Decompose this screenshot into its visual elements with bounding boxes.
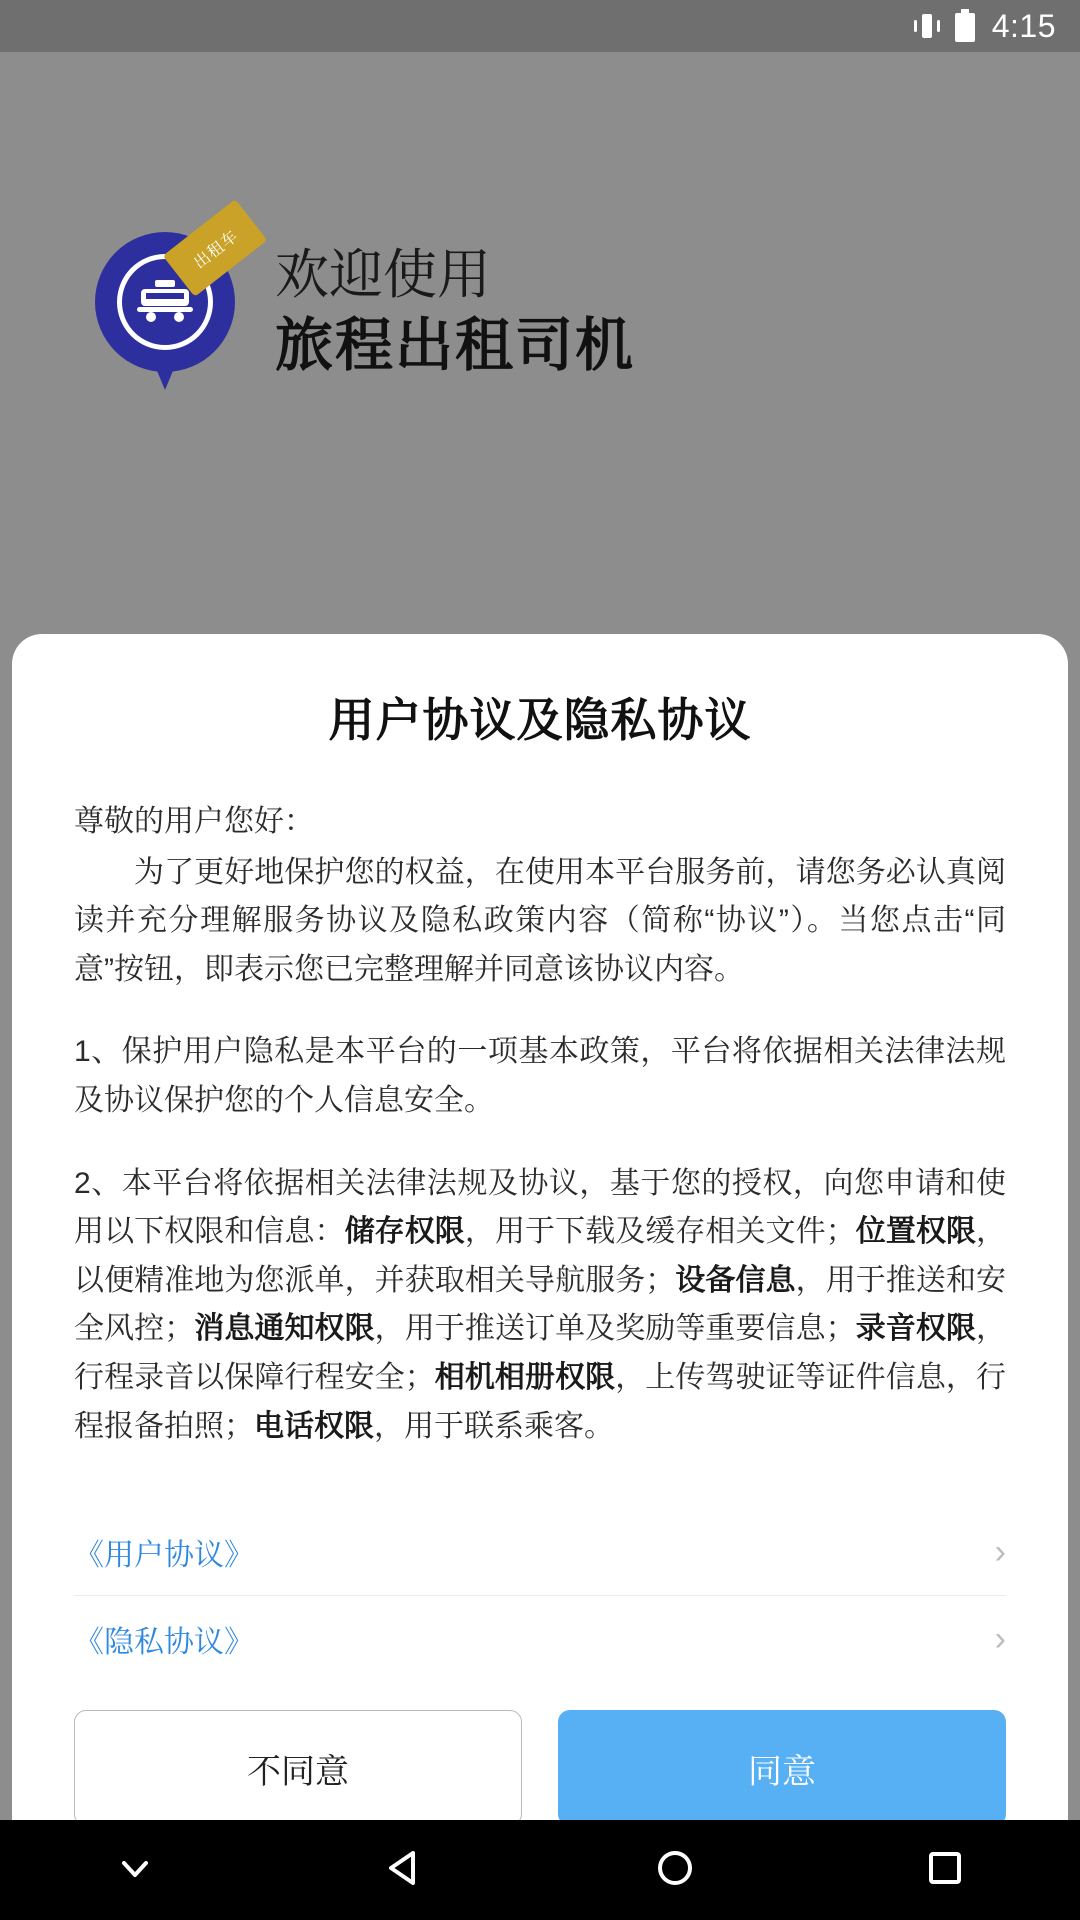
back-icon [383, 1846, 427, 1895]
recents-button[interactable] [810, 1820, 1080, 1920]
home-button[interactable] [540, 1820, 810, 1920]
chevron-right-icon: › [994, 1533, 1006, 1572]
agreement-dialog [12, 634, 1068, 1834]
permission-term: 相机相册权限 [434, 1360, 616, 1394]
taxi-car-icon [137, 280, 193, 324]
permission-term: 电话权限 [254, 1409, 374, 1443]
clause-text: ，用于推送订单及奖励等重要信息； [374, 1312, 856, 1346]
disagree-button[interactable]: 不同意 [74, 1710, 522, 1826]
brand-block [95, 227, 636, 392]
status-bar [0, 0, 1080, 52]
clause-text: ，行程录音以保障行程安全； [74, 1312, 1007, 1394]
dialog-clause-2 [74, 1160, 1006, 1452]
permission-term: 位置权限 [855, 1215, 977, 1249]
permission-term: 设备信息 [675, 1263, 796, 1297]
home-icon [653, 1846, 697, 1895]
agreement-links [74, 1509, 1006, 1682]
dialog-clause-1: 1、保护用户隐私是本平台的一项基本政策，平台将依据相关法律法规及协议保护您的个人信息安全。 [74, 1035, 1006, 1117]
dialog-intro: 为了更好地保护您的权益，在使用本平台服务前，请您务必认真阅读并充分理解服务协议及隐私政策内容（简称“协议”）。当您点击“同意”按钮，即表示您已完整理解并同意该协议内容。 [74, 855, 1006, 986]
permission-term: 录音权限 [855, 1312, 977, 1346]
permission-term: 消息通知权限 [194, 1312, 375, 1346]
permission-term: 储存权限 [344, 1215, 465, 1249]
dialog-buttons [74, 1710, 1006, 1826]
chevron-right-icon: › [994, 1620, 1006, 1659]
recents-icon [923, 1846, 967, 1895]
status-time: 4:15 [991, 7, 1056, 44]
welcome-line: 欢迎使用 [275, 245, 491, 305]
dialog-title: 用户协议及隐私协议 [328, 694, 752, 746]
brand-text [275, 242, 635, 382]
splash-background [0, 52, 1080, 1820]
clause-text: ，用于推送和安全风控； [74, 1263, 1007, 1346]
clause-text: ，上传驾驶证等证件信息，行程报备拍照； [74, 1360, 1007, 1443]
app-name: 旅程出租司机 [275, 312, 636, 378]
hide-keyboard-icon [112, 1845, 158, 1896]
clause-text: ，以便精准地为您派单，并获取相关导航服务； [74, 1215, 1007, 1297]
logo-ribbon-label: 出租车 [190, 227, 242, 272]
back-button[interactable] [270, 1820, 540, 1920]
link-user-agreement[interactable] [74, 1509, 1006, 1596]
hide-keyboard-button[interactable] [0, 1820, 270, 1920]
battery-icon [954, 9, 976, 43]
clause-text: ，用于联系乘客。 [374, 1409, 614, 1443]
dialog-greeting: 尊敬的用户您好： [74, 805, 314, 838]
link-user-agreement-label: 《用户协议》 [74, 1539, 254, 1573]
taxi-pin-logo [95, 227, 242, 392]
link-privacy-agreement-label: 《隐私协议》 [74, 1626, 254, 1660]
system-nav-bar [0, 1820, 1080, 1920]
clause-text: 2、本平台将依据相关法律法规及协议，基于您的授权，向您申请和使用以下权限和信息： [74, 1166, 1006, 1249]
agree-button[interactable]: 同意 [558, 1710, 1006, 1826]
link-privacy-agreement[interactable] [74, 1596, 1006, 1682]
vibrate-icon [910, 11, 944, 41]
clause-text: ，用于下载及缓存相关文件； [464, 1215, 856, 1249]
